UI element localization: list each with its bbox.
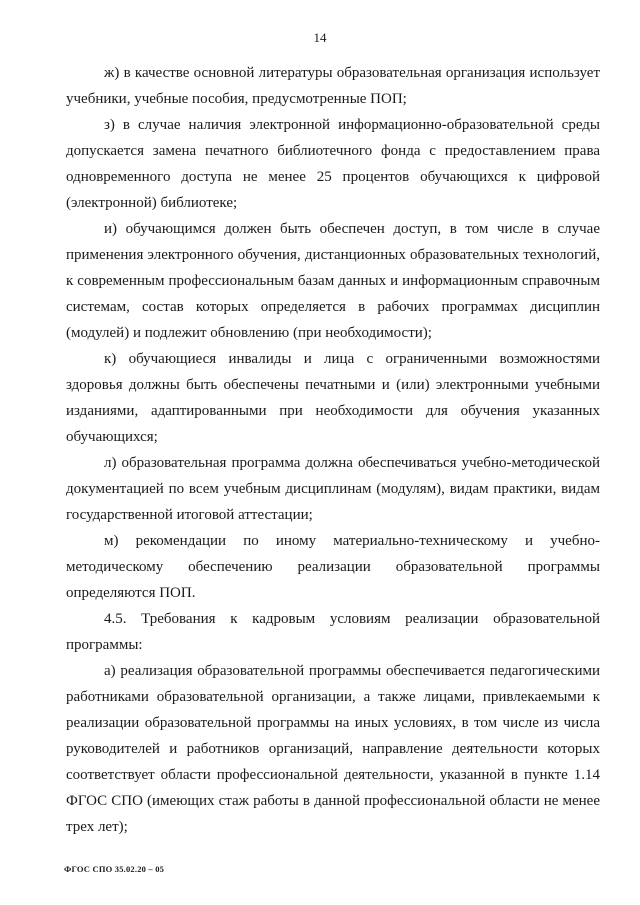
paragraph-k: к) обучающиеся инвалиды и лица с ограниченными возможностями здоровья должны быть обеспечены печатными и (или) электронными учебными изданиями, адаптированными при необходимости для обучения указанных обучающихся;	[66, 351, 600, 445]
page-number: 14	[313, 30, 327, 45]
paragraph-z: з) в случае наличия электронной информационно-образовательной среды допускается замена печатного библиотечного фонда с предоставлением права одновременного доступа не менее 25 процентов обучающихся к цифровой (электронной) библиотеке;	[66, 117, 600, 211]
paragraph-l: л) образовательная программа должна обеспечиваться учебно-методической документацией по всем учебным дисциплинам (модулям), видам практики, видам государственной итоговой аттестации;	[66, 455, 600, 523]
section-heading-4-5: 4.5. Требования к кадровым условиям реализации образовательной программы:	[66, 611, 600, 653]
paragraph-i: и) обучающимся должен быть обеспечен доступ, в том числе в случае применения электронного обучения, дистанционных образовательных технологий, к современным профессиональным базам данных и информационным справочным системам, состав которых определяется в рабочих программах дисциплин (модулей) и подлежит обновлению (при необходимости);	[66, 221, 600, 341]
paragraph-zh: ж) в качестве основной литературы образовательная организация использует учебники, учебные пособия, предусмотренные ПОП;	[66, 65, 600, 107]
paragraph-m: м) рекомендации по иному материально-техническому и учебно-методическому обеспечению реализации образовательной программы определяются ПОП.	[66, 533, 600, 601]
document-body	[66, 60, 600, 840]
footer-code: ФГОС СПО 35.02.20 – 05	[64, 864, 165, 874]
paragraph-a: а) реализация образовательной программы обеспечивается педагогическими работниками образовательной организации, а также лицами, привлекаемыми к реализации образовательной программы на иных условиях, в том числе из числа руководителей и работников организаций, направление деятельности которых соответствует области профессиональной деятельности, указанной в пункте 1.14 ФГОС СПО (имеющих стаж работы в данной профессиональной области не менее трех лет);	[66, 663, 600, 835]
